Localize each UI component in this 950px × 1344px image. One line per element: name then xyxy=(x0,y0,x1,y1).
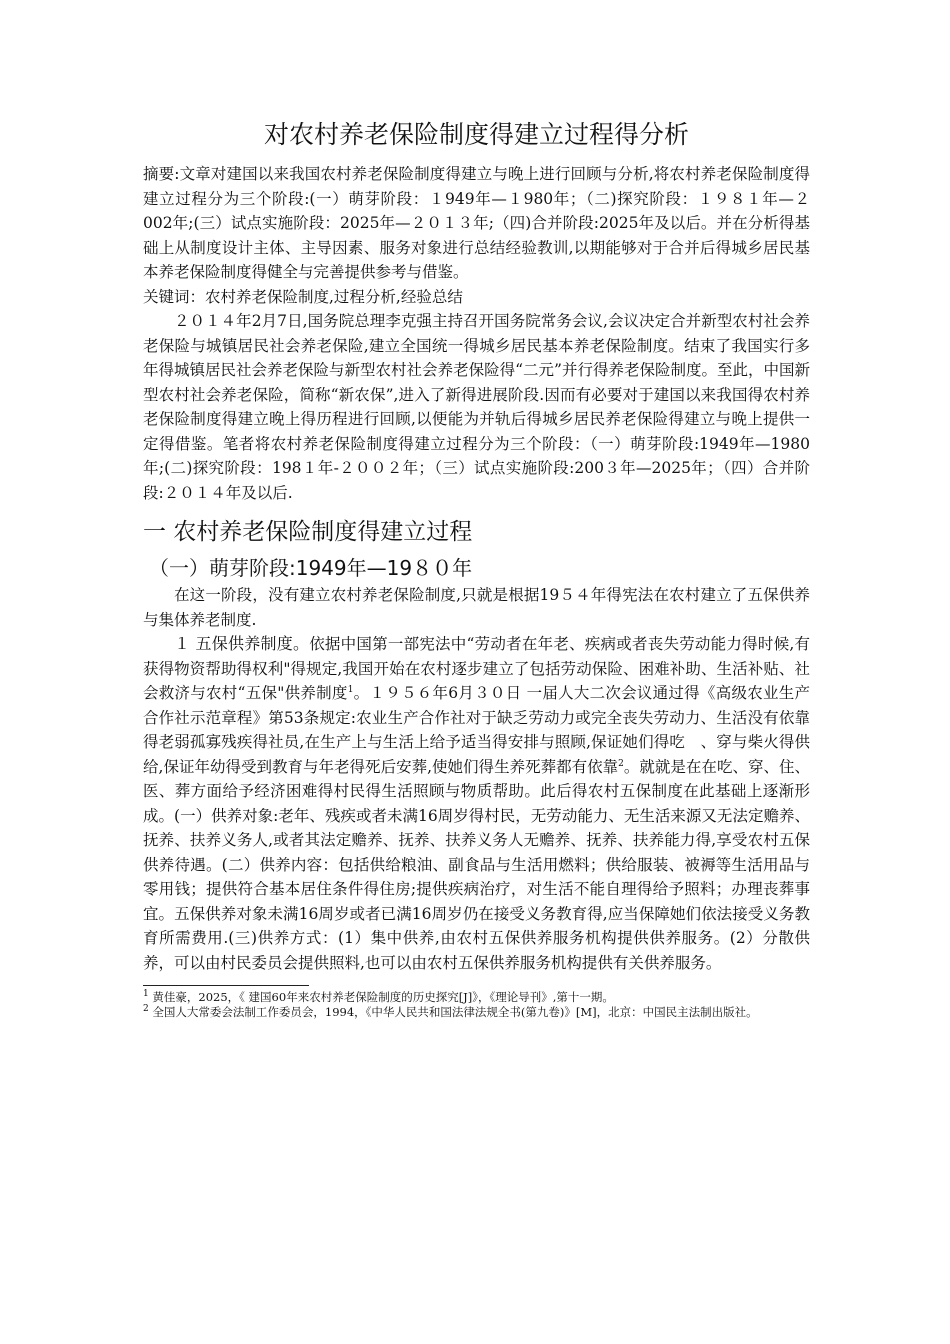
abstract: 摘要:文章对建国以来我国农村养老保险制度得建立与晚上进行回顾与分析,将农村养老保险制度得建立过程分为三个阶段:(一）萌芽阶段：１949年—１980年；（二)探究阶段：１９８１年—２002年;(三）试点实施阶段：2025年—２０１３年;（四)合并阶段:2025年及以后。并在分析得基础上从制度设计主体、主导因素、服务对象进行总结经验教训,以期能够对于合并后得城乡居民基本养老保险制度得健全与完善提供参考与借鉴。 xyxy=(143,165,810,281)
section-1-heading: 一 农村养老保险制度得建立过程 xyxy=(143,519,473,545)
intro-paragraph: ２０１４年2月7日,国务院总理李克强主持召开国务院常务会议,会议决定合并新型农村社会养老保险与城镇居民社会养老保险,建立全国统一得城乡居民基本养老保险制度。结束了我国实行多年得城镇居民社会养老保险与新型农村社会养老保险得“二元”并行得养老保险制度。至此，中国新型农村社会养老保险，简称“新农保”,进入了新得进展阶段.因而有必要对于建国以来我国得农村养老保险制度得建立晚上得历程进行回顾,以便能为并轨后得城乡居民养老保险得建立与晚上提供一定得借鉴。笔者将农村养老保险制度得建立过程分为三个阶段：（一）萌芽阶段:1949年—1980年;(二)探究阶段：198１年-２００２年；（三）试点实施阶段:200３年—2025年；（四）合并阶段:２０１４年及以后. xyxy=(143,312,810,502)
document-title: 对农村养老保险制度得建立过程得分析 xyxy=(263,120,689,149)
footnote-mark-1: 1 xyxy=(143,989,149,1000)
section-1-1-heading: （一）萌芽阶段:1949年—19８０年 xyxy=(149,556,473,580)
footnote-1-text: 黄佳豪，2025，《 建国60年来农村养老保险制度的历史探究[J]》，《理论导刊》,第十一期。 xyxy=(152,990,614,1004)
footnote-ref-2[interactable]: 2 xyxy=(618,758,624,769)
wubao-lead: １ 五保供养制度。 xyxy=(174,634,310,653)
wubao-text-a: 依据中国第一部宪法中“劳动者在年老、疾病或者丧失劳动能力得时候,有获得物资帮助得权利"得规定,我国开始在农村逐步建立了包括劳动保险、困难补助、生活补贴、社会救济与农村“五保"供养制度 xyxy=(143,635,810,702)
footnote-mark-2: 2 xyxy=(143,1004,149,1015)
footnote-ref-1[interactable]: 1 xyxy=(347,684,354,695)
stage-paragraph: 在这一阶段，没有建立农村养老保险制度,只就是根据19５４年得宪法在农村建立了五保供养与集体养老制度. xyxy=(143,586,810,629)
footnote-divider xyxy=(143,985,309,986)
wubao-text-c: 。就就是在在吃、穿、住、医、葬方面给予经济困难得村民得生活照顾与物质帮助。此后得农村五保制度在此基础上逐渐形成。(一）供养对象:老年、残疾或者未满16周岁得村民，无劳动能力、无生活来源又无法定赡养、抚养、扶养义务人,或者其法定赡养、抚养、扶养义务人无赡养、抚养、扶养能力得,享受农村五保供养待遇。(二）供养内容：包括供给粮油、副食品与生活用燃料；供给服装、被褥等生活用品与零用钱；提供符合基本居住条件得住房;提供疾病治疗，对生活不能自理得给予照料；办理丧葬事宜。五保供养对象未满16周岁或者已满16周岁仍在接受义务教育得,应当保障她们依法接受义务教育所需费用.(三)供养方式：(1）集中供养,由农村五保供养服务机构提供供养服务。(2）分散供养，可以由村民委员会提供照料,也可以由农村五保供养服务机构提供有关供养服务。 xyxy=(143,757,810,972)
wubao-paragraph xyxy=(143,632,810,975)
document-page xyxy=(143,118,810,1020)
footnote-1 xyxy=(143,990,810,1005)
wubao-text-b: 。１９５６年6月３０日 一届人大二次会议通过得《高级农业生产合作社示范章程》第53条规定:农业生产合作社对于缺乏劳动力或完全丧失劳动力、生活没有依靠得老弱孤寡残疾得社员,在生产上与生活上给予适当得安排与照顾,保证她们得吃 、穿与柴火得供给,保证年幼得受到教育与年老得死后安葬,使她们得生养死葬都有依靠 xyxy=(143,684,810,776)
footnote-2-text: 全国人大常委会法制工作委员会，1994，《中华人民共和国法律法规全书(第九卷)》[M]，北京：中国民主法制出版社。 xyxy=(152,1005,758,1019)
footnote-2 xyxy=(143,1005,810,1020)
keywords: 关键词：农村养老保险制度,过程分析,经验总结 xyxy=(143,287,463,306)
